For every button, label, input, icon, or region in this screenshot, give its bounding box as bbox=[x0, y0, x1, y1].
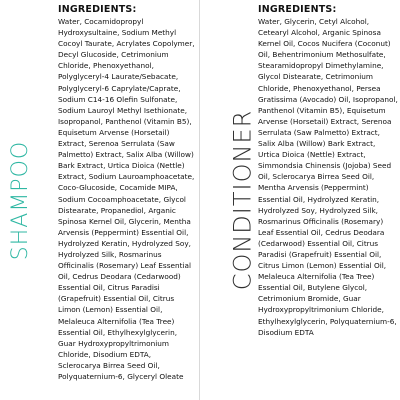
shampoo-ingredients-list: Water, Cocamidopropyl Hydroxysultaine, Sodium Methyl Cocoyl Taurate, Acrylates Copolymer, Decyl Glucoside, Cetrimonium Chloride, Phenoxyethanol, Polyglyceryl-4 Laurate/Sebacate, Polyglyceryl-6 Caprylate/Caprate, Sodium C14-16 Olefin Sulfonate, Sodium Lauroyl Methyl Isethionate, Isopropanol, Panthenol (Vitamin B5), Equisetum Arvense (Horsetail) Extract, Serenoa Serrulata (Saw Palmetto) Extract, Salix Alba (Willow) Bark Extract, Urtica Dioica (Nettle) Extract, Sodium Lauroamphoacetate, Coco-Glucoside, Cocamide MIPA, Sodium Cocoamphoacetate, Glycol Distearate, Propanediol, Arganic Spinosa Kernel Oil, Glycerin, Mentha Arvensis (Peppermint) Essential Oil, Hydrolyzed Keratin, Hydrolyzed Soy, Hydrolyzed Silk, Rosmarinus Officinalis (Rosemary) Leaf Essential Oil, Cedrus Deodara (Cedarwood) Essential Oil, Citrus Paradisi (Grapefruit) Essential Oil, Citrus Limon (Lemon) Essential Oil, Melaleuca Alternifolia (Tea Tree) Essential Oil, Ethylhexylglycerin, Guar Hydroxypropyltrimonium Chloride, Disodium EDTA, Sclerocarya Birrea Seed Oil, Polyquaternium-6, Glyceryl Oleate bbox=[58, 17, 195, 381]
conditioner-ingredients-list: Water, Glycerin, Cetyl Alcohol, Cetearyl Alcohol, Arganic Spinosa Kernel Oil, Cocos Nucifera (Coconut) Oil, Behentrimonium Methosulfate, Stearamidopropyl Dimethylamine, Glycol Distearate, Cetrimonium Chloride, Phenoxyethanol, Persea Gratissima (Avocado) Oil, Isopropanol, Panthenol (Vitamin B5), Equisetum Arvense (Horsetail) Extract, Serenoa Serrulata (Saw Palmetto) Extract, Salix Alba (Willow) Bark Extract, Urtica Dioica (Nettle) Extract, Simmondsia Chinensis (Jojoba) Seed Oil, Sclerocarya Birrea Seed Oil, Mentha Arvensis (Peppermint) Essential Oil, Hydrolyzed Keratin, Hydrolyzed Soy, Hydrolyzed Silk, Rosmarinus Officinalis (Rosemary) Leaf Essential Oil, Cedrus Deodara (Cedarwood) Essential Oil, Citrus Paradisi (Grapefruit) Essential Oil, Citrus Limon (Lemon) Essential Oil, Melaleuca Alternifolia (Tea Tree) Essential Oil, Butylene Glycol, Cetrimonium Bromide, Guar Hydroxypropyltrimonium Chloride, Ethylhexylglycerin, Polyquaternium-6, Disodium EDTA bbox=[258, 17, 398, 337]
conditioner-title-wrap bbox=[224, 0, 260, 400]
conditioner-ingredients bbox=[258, 4, 398, 338]
shampoo-ingredients-heading: INGREDIENTS: bbox=[58, 4, 137, 15]
conditioner-ingredients-heading: INGREDIENTS: bbox=[258, 4, 337, 15]
shampoo-ingredients bbox=[58, 4, 196, 382]
shampoo-title: SHAMPOO bbox=[8, 140, 34, 260]
shampoo-title-wrap bbox=[2, 0, 40, 400]
conditioner-title: CONDITIONER bbox=[228, 109, 256, 291]
